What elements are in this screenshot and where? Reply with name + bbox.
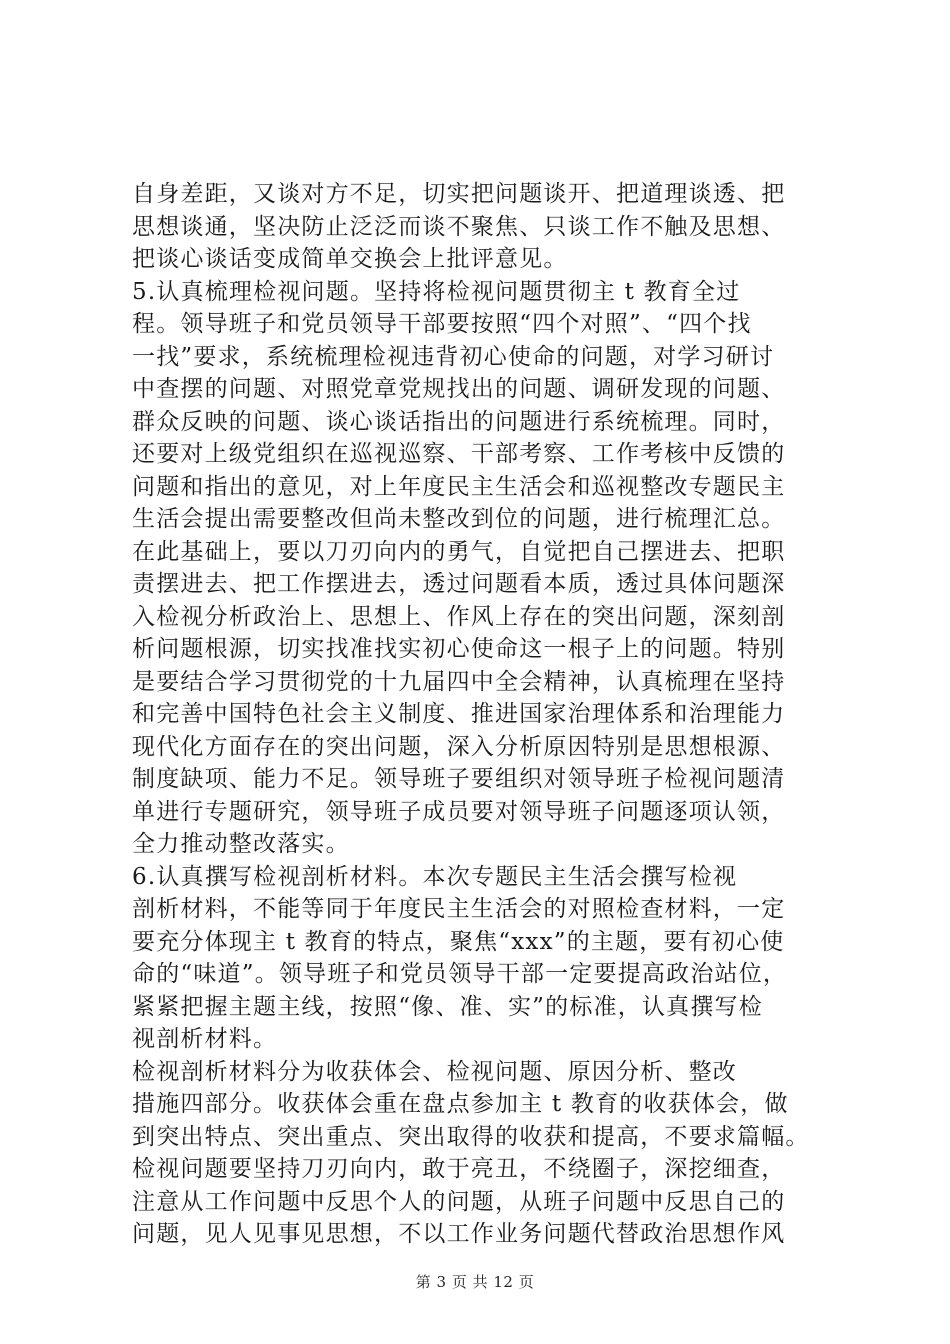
text-line: 措施四部分。收获体会重在盘点参加主 t 教育的收获体会，做 [132,1091,789,1117]
text-line: 到突出特点、突出重点、突出取得的收获和提高，不要求篇幅。 [132,1123,810,1150]
text-line: 程。领导班子和党员领导干部要按照“四个对照”、“四个找 [132,311,752,337]
text-line: 入检视分析政治上、思想上、作风上存在的突出问题，深刻剖 [132,603,786,630]
text-line: 在此基础上，要以刀刃向内的勇气，自觉把自己摆进去、把职 [132,538,786,565]
text-line: 制度缺项、能力不足。领导班子要组织对领导班子检视问题清 [132,766,786,792]
text-line: 是要结合学习贯彻党的十九届四中全会精神，认真梳理在坚持 [132,668,786,695]
document-body [132,178,832,1251]
text-line: 群众反映的问题、谈心谈话指出的问题进行系统梳理。同时， [132,408,786,435]
text-line: 自身差距，又谈对方不足，切实把问题谈开、把道理谈透、把 [132,181,786,207]
text-line: 命的“味道”。领导班子和党员领导干部一定要提高政治站位， [132,961,788,987]
text-line: 一找”要求，系统梳理检视违背初心使命的问题，对学习研讨 [132,343,775,370]
text-line: 紧紧把握主题主线，按照“像、准、实”的标准，认真撰写检 [132,993,763,1020]
text-line: 检视剖析材料分为收获体会、检视问题、原因分析、整改 [132,1058,737,1085]
text-line: 5.认真梳理检视问题。坚持将检视问题贯彻主 t 教育全过 [132,278,741,305]
text-line: 单进行专题研究，领导班子成员要对领导班子问题逐项认领， [132,798,786,825]
text-line: 检视问题要坚持刀刃向内，敢于亮丑，不绕圈子，深挖细查， [132,1156,786,1182]
text-line: 析问题根源，切实找准找实初心使命这一根子上的问题。特别 [132,636,786,662]
text-line: 问题和指出的意见，对上年度民主生活会和巡视整改专题民主 [132,473,786,500]
text-line: 注意从工作问题中反思个人的问题，从班子问题中反思自己的 [132,1188,786,1215]
text-line: 和完善中国特色社会主义制度、推进国家治理体系和治理能力 [132,701,786,727]
text-line: 中查摆的问题、对照党章党规找出的问题、调研发现的问题、 [132,376,786,402]
text-line: 6.认真撰写检视剖析材料。本次专题民主生活会撰写检视 [132,863,738,890]
text-line: 把谈心谈话变成简单交换会上批评意见。 [132,246,568,272]
text-line: 责摆进去、把工作摆进去，透过问题看本质，透过具体问题深 [132,571,786,597]
text-line: 思想谈通，坚决防止泛泛而谈不聚焦、只谈工作不触及思想、 [132,213,786,240]
text-line: 问题，见人见事见思想，不以工作业务问题代替政治思想作风 [132,1221,786,1247]
text-line: 要充分体现主 t 教育的特点，聚焦“xxx”的主题，要有初心使 [132,928,785,955]
text-line: 现代化方面存在的突出问题，深入分析原因特别是思想根源、 [132,733,786,760]
text-line: 剖析材料，不能等同于年度民主生活会的对照检查材料，一定 [132,896,786,922]
text-line: 视剖析材料。 [132,1026,278,1052]
text-line: 生活会提出需要整改但尚未整改到位的问题，进行梳理汇总。 [132,506,786,532]
page-number-footer: 第 3 页 共 12 页 [415,1273,535,1291]
text-line: 全力推动整改落实。 [132,831,350,857]
text-line: 还要对上级党组织在巡视巡察、干部考察、工作考核中反馈的 [132,441,786,467]
